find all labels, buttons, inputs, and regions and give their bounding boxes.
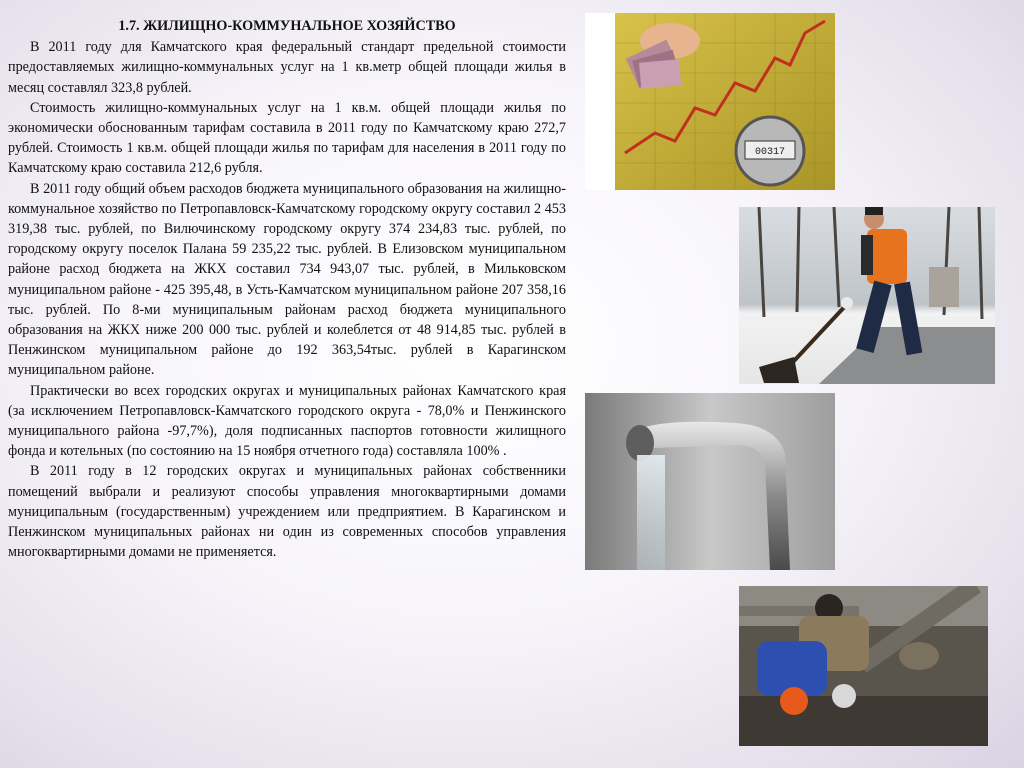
paragraph-management-methods: В 2011 году в 12 городских округах и муниципальных районах собственники помещений выбрали и реализуют способы управления многоквартирными домами муниципальным (государственным) учреждением или предприятием. В Карагинском и Пенжинском муниципальных районах ни один из современных способов управления многоквартирными домами не применяется. <box>8 463 566 561</box>
paragraph-readiness-passports: Практически во всех городских округах и муниципальных районах Камчатского края (за исключением Петропавловск-Камчатского городского округа - 78,0% и Пенжинского муниципального района -97,7%), доля подписанных паспортов готовности жилищного фонда и котельных (по состоянию на 15 ноября отчетного года) составляла 100% . <box>8 382 566 460</box>
pipe-repair-photo <box>739 586 988 746</box>
paragraph-standard-cost: В 2011 году для Камчатского края федеральный стандарт предельной стоимости предоставляемых жилищно-коммунальных услуг на 1 кв.метр общей площади жилья в месяц составлял 323,8 рублей. <box>8 39 566 96</box>
section-heading: 1.7. ЖИЛИЩНО-КОММУНАЛЬНОЕ ХОЗЯЙСТВО <box>118 18 456 34</box>
paragraph-tariff-cost: Стоимость жилищно-коммунальных услуг на 1 кв.м. общей площади жилья по экономически обоснованным тарифам составила в 2011 году по Камчатскому краю 272,7 рублей. Стоимость 1 кв.м. общей площади жилья по тарифам для населения в 2011 году по Камчатскому краю составила 212,6 рубля. <box>8 99 566 177</box>
paragraph-budget-expenses: В 2011 году общий объем расходов бюджета муниципального образования на жилищно-коммунальное хозяйство по Петропавловск-Камчатскому городскому округу составил 2 453 319,38 тыс. рублей, по Вилючинскому городскому округу 374 234,83 тыс. рублей, по городскому округу поселок Палана 59 235,22 тыс. рублей. В Елизовском муниципальном районе расход бюджета на ЖКХ составил 734 943,07 тыс. рублей, в Мильковском муниципальном районе - 425 395,48, в Усть-Камчатском муниципальном районе 207 358,16 тыс. рублей. По 8-ми муниципальным районам расход бюджета муниципального образования на ЖКХ ниже 200 000 тыс. рублей и колеблется от 48 914,85 тыс. рублей в Пенжинском муниципальном районе до 192 363,54тыс. рублей в Карагинском муниципальном районе. <box>8 180 566 379</box>
svg-text:00317: 00317 <box>754 147 786 158</box>
money-meter-photo <box>585 13 835 190</box>
document-body <box>8 16 566 562</box>
snow-sweeper-photo <box>739 207 995 384</box>
water-tap-photo <box>585 393 835 570</box>
